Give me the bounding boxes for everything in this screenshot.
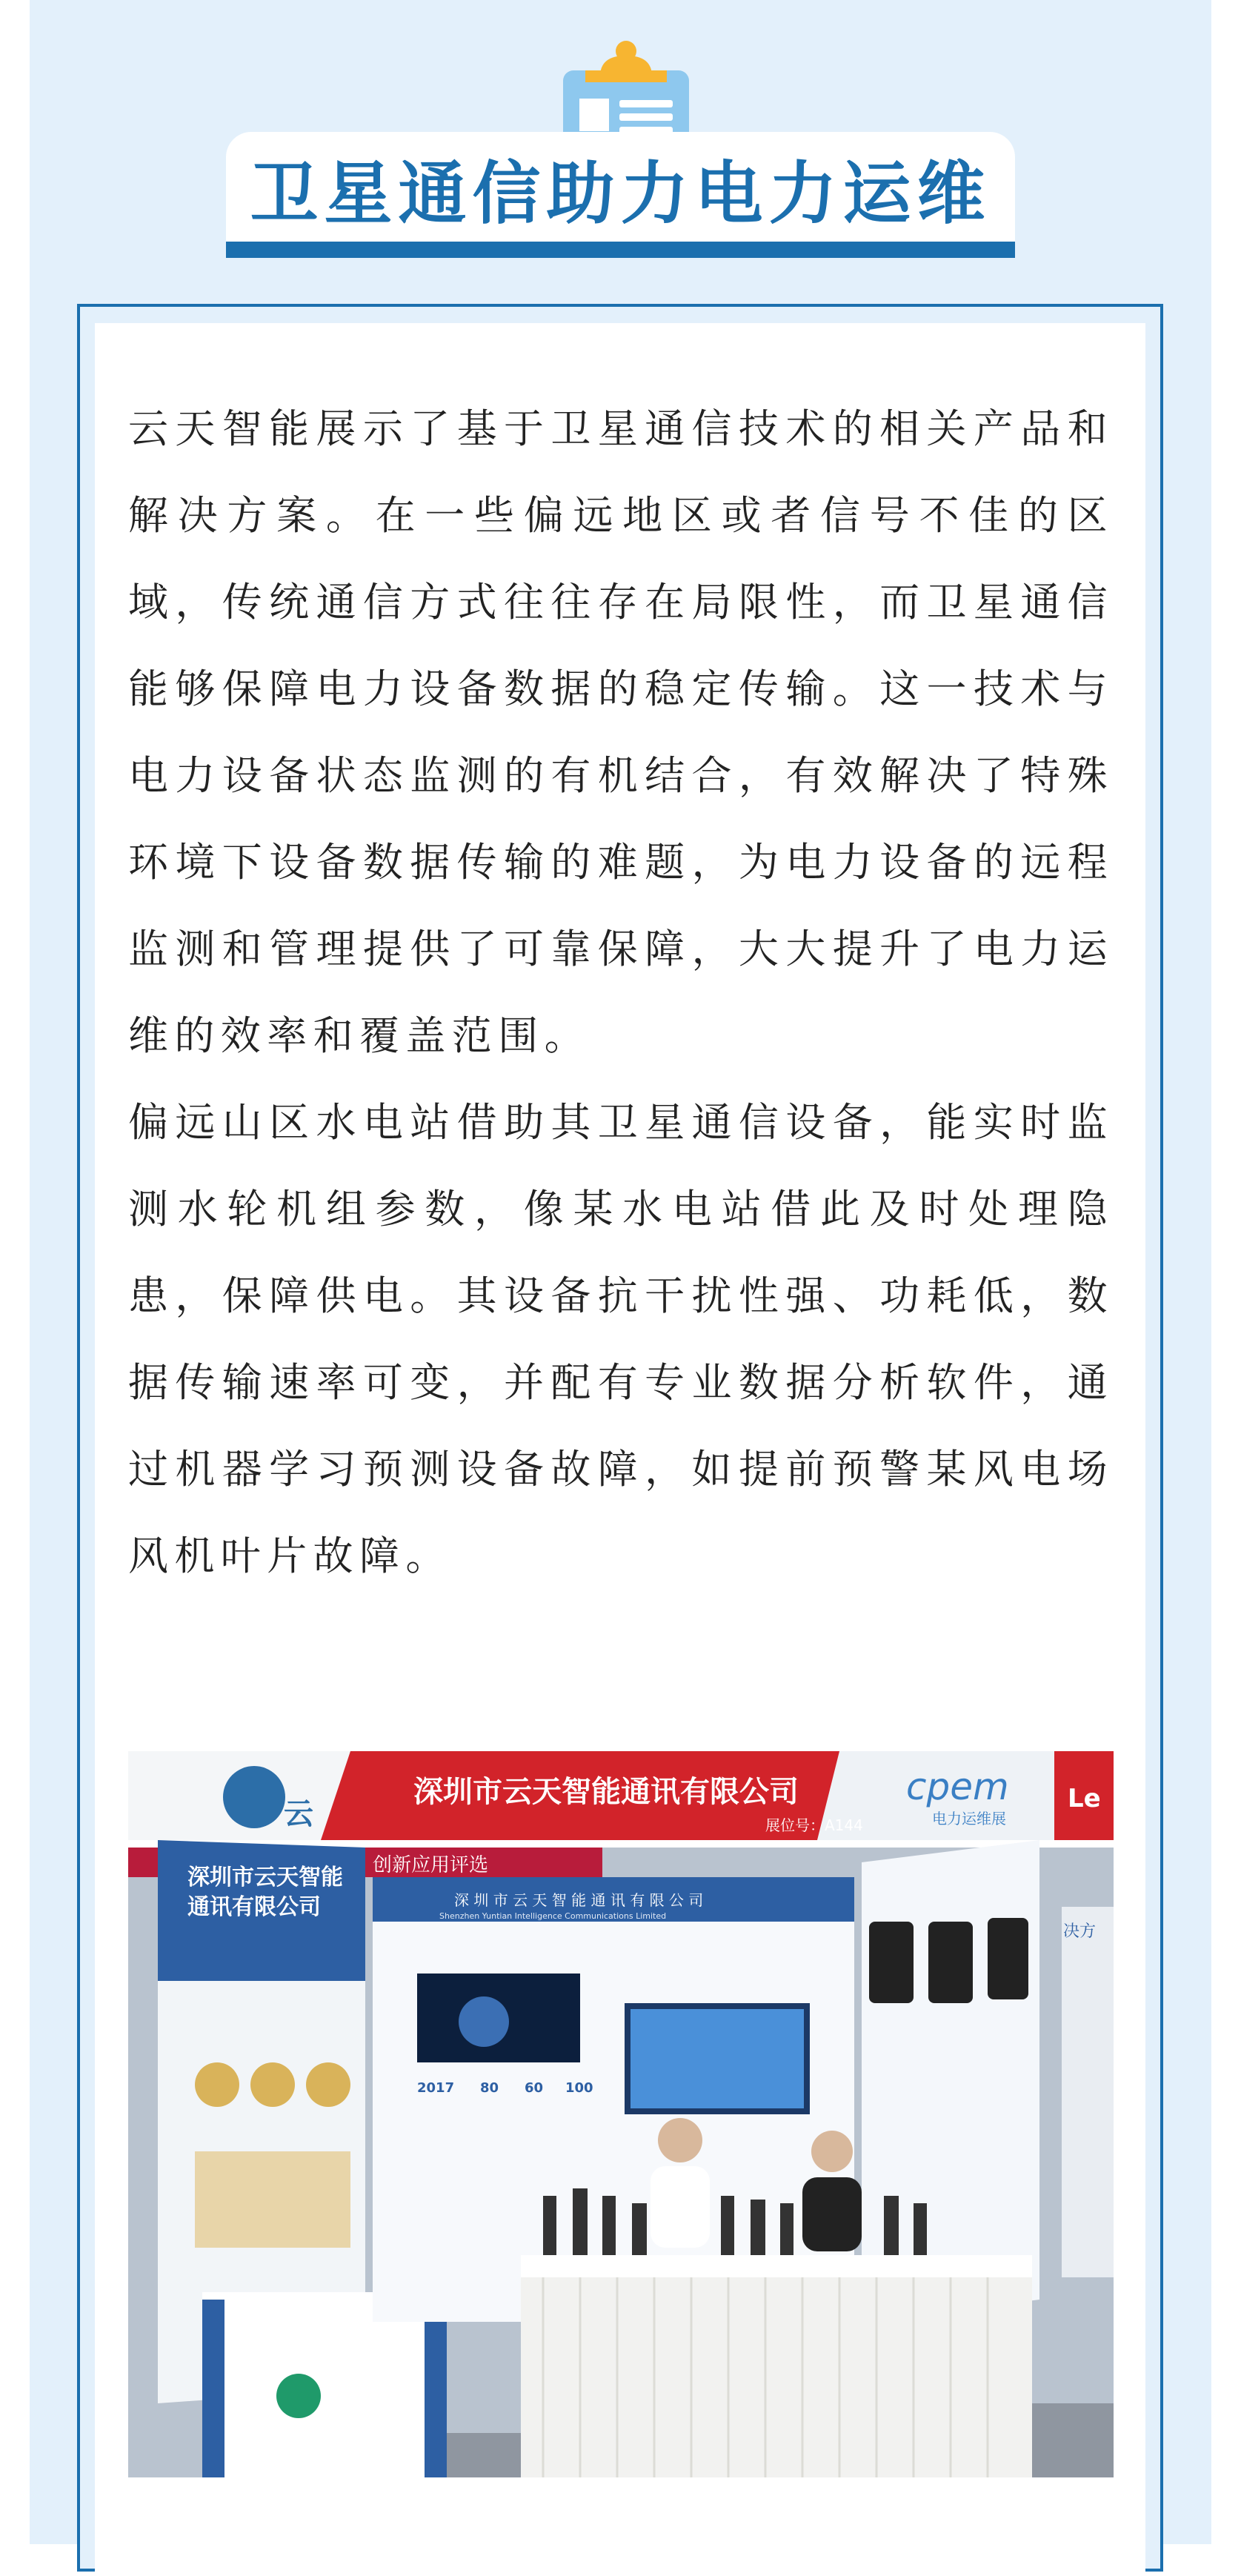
article-body <box>128 385 1114 1599</box>
banner-logo-char: 云 <box>284 1797 313 1831</box>
cpem-subtitle: 电力运维展 <box>932 1810 1006 1828</box>
title-banner <box>226 132 1015 258</box>
cpem-logo: cpem <box>906 1765 1009 1808</box>
article-paragraph-2: 偏远山区水电站借助其卫星通信设备，能实时监测水轮机组参数，像某水电站借此及时处理隐患，保障供电。其设备抗干扰性强、功耗低，数据传输速率可变，并配有专业数据分析软件，通过机器学习预测设备故障，如提前预警某风电场风机叶片故障。 <box>128 1099 1114 1579</box>
stat-4: 100 <box>565 2080 593 2096</box>
banner-company-name: 深圳市云天智能通讯有限公司 <box>413 1775 799 1809</box>
article-paragraph-1: 云天智能展示了基于卫星通信技术的相关产品和解决方案。在一些偏远地区或者信号不佳的区域，传统通信方式往往存在局限性，而卫星通信能够保障电力设备数据的稳定传输。这一技术与电力设备状态监测的有机结合，有效解决了特殊环境下设备数据传输的难题，为电力设备的远程监测和管理提供了可靠保障，大大提升了电力运维的效率和覆盖范围。 <box>128 405 1114 1059</box>
back-panel-title: 深 圳 市 云 天 智 能 通 讯 有 限 公 司 <box>454 1891 704 1909</box>
right-edge-text: 决方 <box>1063 1922 1097 1941</box>
stat-1: 2017 <box>417 2080 455 2096</box>
stat-2: 80 <box>480 2080 499 2096</box>
back-panel-subtitle: Shenzhen Yuntian Intelligence Communications Limited <box>439 1911 667 1921</box>
side-panel-line-1: 深圳市云天智能 <box>187 1865 343 1890</box>
page-title: 卫星通信助力电力运维 <box>250 154 991 233</box>
banner-booth-number: 展位号：A144 <box>765 1816 863 1834</box>
innovation-banner: 创新应用评选 <box>373 1854 489 1876</box>
booth-photo <box>128 1736 1114 2477</box>
stat-3: 60 <box>525 2080 544 2096</box>
side-panel-line-2: 通讯有限公司 <box>187 1894 321 1920</box>
edge-brand-text: Le <box>1068 1784 1101 1813</box>
